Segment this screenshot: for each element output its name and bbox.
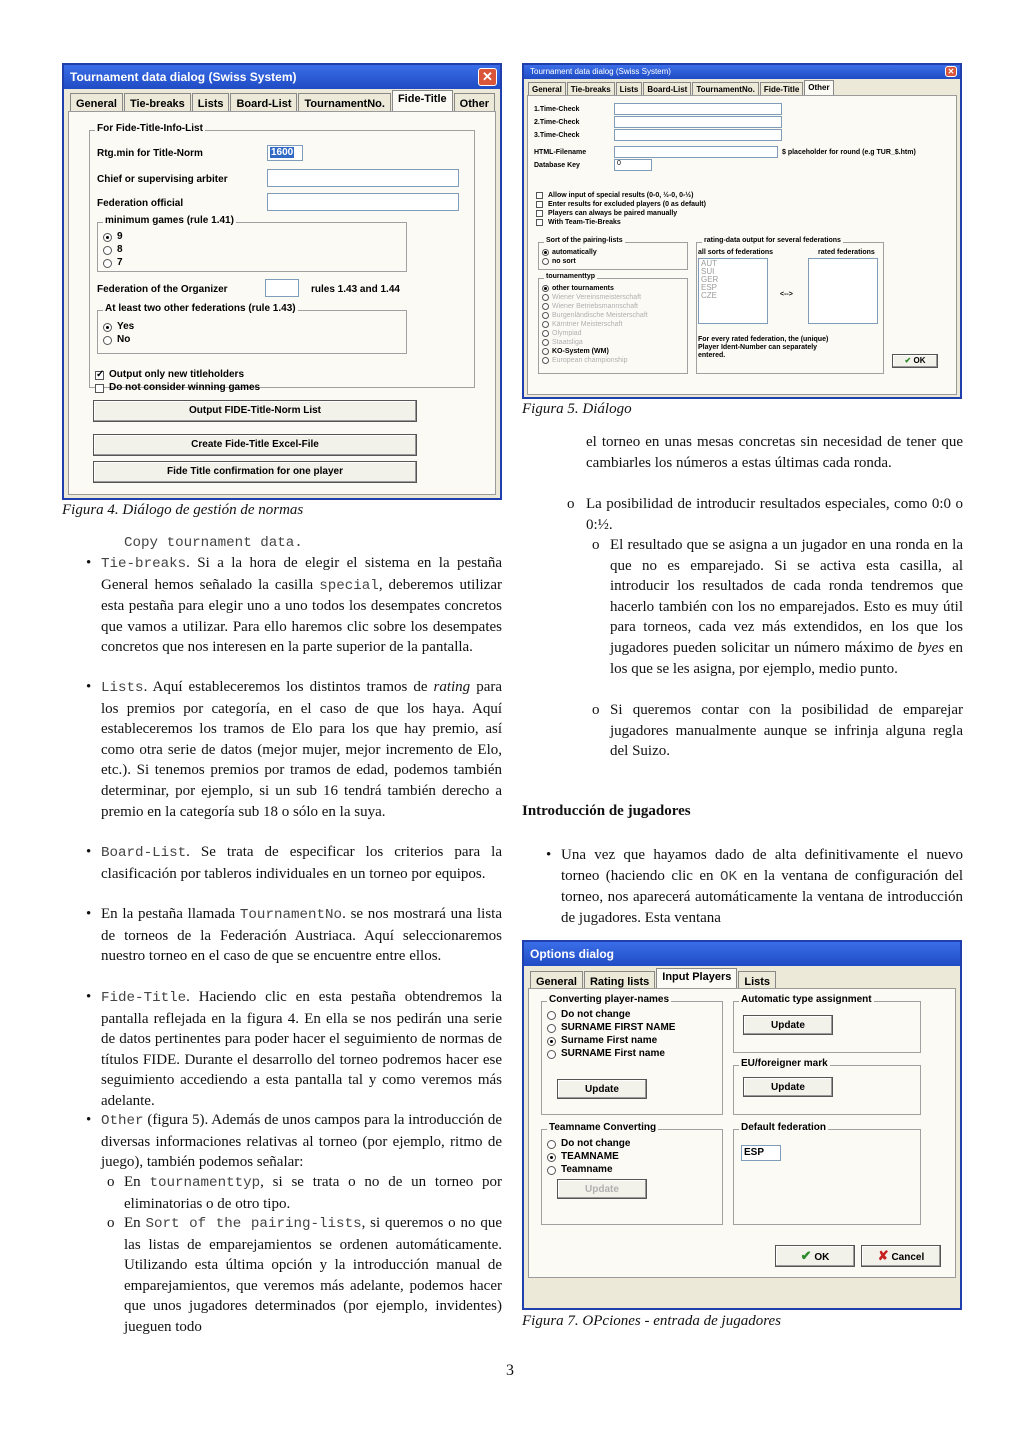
text: En (124, 1174, 150, 1190)
mono-fide-title: Fide-Title (101, 990, 187, 1006)
radio-ttype-8[interactable] (542, 357, 549, 364)
ttype-3-label: Burgenländische Meisterschaft (552, 312, 648, 319)
tab-tie-breaks[interactable]: Tie-breaks (567, 82, 615, 96)
sub-special-results: La posibilidad de introducir resultados especiales, como 0:0 o 0:½. (586, 496, 963, 533)
fig4-caption: Figura 4. Diálogo de gestión de normas (62, 502, 304, 518)
bullet-dot: • (546, 847, 552, 863)
text: . Se trata de especificar los criterios para la clasificación por tableros individuales en un torneo por equipos. (101, 844, 502, 882)
html-filename-input[interactable] (614, 146, 778, 158)
radio-ttype-4[interactable] (542, 321, 549, 328)
section-heading: Introducción de jugadores (522, 803, 691, 819)
radio-7[interactable] (103, 259, 112, 268)
ttype-1-label: Wiener Vereinsmeisterschaft (552, 294, 642, 301)
page-number: 3 (506, 1362, 514, 1379)
tab-general[interactable]: General (528, 82, 566, 96)
output-norm-list-button[interactable]: Output FIDE-Title-Norm List (93, 400, 417, 422)
team-2-label: Teamname (561, 1164, 613, 1175)
text: , si queremos o no que las listas de emparejamientos se ordenen automáticamente. Utilizando esta última opción y la introducción manual de emparejamientos, que veremos más adelante, podemos hacer que unos jugadores determinados (por ejemplo, invidentes) jueguen todo (124, 1215, 502, 1335)
tab-other[interactable]: Other (454, 93, 495, 113)
time-check-2-label: 2.Time-Check (534, 119, 580, 126)
ok-label: OK (913, 356, 926, 365)
chk-excluded-players[interactable] (536, 201, 543, 208)
bullet-dot: • (86, 1112, 92, 1128)
conv-1-label: SURNAME FIRST NAME (561, 1022, 676, 1033)
fig5-title: Tournament data dialog (Swiss System) (530, 67, 671, 76)
team-1-label: TEAMNAME (561, 1151, 619, 1162)
mono-tournamentno: TournamentNo (239, 907, 343, 923)
text: En (124, 1215, 146, 1231)
radio-no-sort-label: no sort (552, 258, 576, 265)
text: en la ventana de configuración del torneo, nos aparecerá automáticamente la ventana de introducción de jugadores. Esta ventana (561, 867, 963, 926)
fig7-panel (528, 988, 956, 1278)
tab-tournamentno[interactable]: TournamentNo. (692, 82, 759, 96)
text: . se nos mostrará una lista de torneos de la Federación Austriaca. Aquí seleccionaremos nuestro torneo en el caso de que se encuentre entre ellos. (101, 906, 502, 965)
mono-tournamenttyp: tournamenttyp (149, 1175, 261, 1191)
check-icon: ✔ (800, 1248, 812, 1263)
cancel-x-icon: ✘ (877, 1248, 889, 1263)
sub-sub-manual-pairing: Si queremos contar con la posibilidad de emparejar jugadores manualmente aunque se infrinja alguna regla del Suizo. (610, 702, 963, 760)
bullet-board-list (101, 842, 502, 884)
mono-special: special (319, 577, 379, 594)
mono-lists: Lists (101, 680, 144, 696)
mono-board-list: Board-List (101, 845, 187, 861)
radio-ttype-6[interactable] (542, 339, 549, 346)
tab-input-players[interactable]: Input Players (656, 968, 737, 991)
ttype-8-label: European championship (552, 357, 628, 364)
chk-team-tie-breaks-label: With Team-Tie-Breaks (548, 219, 621, 226)
radio-conv-1[interactable] (547, 1024, 556, 1033)
radio-ttype-1[interactable] (542, 294, 549, 301)
text: Una vez que hayamos dado de alta definitivamente el nuevo torneo (haciendo clic en (561, 847, 963, 884)
time-check-3-input[interactable] (614, 129, 782, 141)
radio-team-1[interactable] (547, 1153, 556, 1162)
bullet-lists (101, 677, 502, 822)
bullet-circle: o (592, 537, 600, 553)
em-byes: byes (917, 639, 945, 656)
tab-board-list[interactable]: Board-List (643, 82, 691, 96)
fig4-title: Tournament data dialog (Swiss System) (70, 70, 297, 84)
copy-tournament-data: Copy tournament data. (124, 535, 303, 551)
text: para los premios por categoría, en el caso de que los haya. Aquí estableceremos los tramos de Elo para los que hay premio, así como otra serie de datos (mejor mujer, mejor incremento de Elo, etc.). Si tenemos premios por tramos de edad, podemos también determinar, por ejemplo, si un sub 16 tendrá también derecho a premio en la categoría sub 18 o sólo en la suya. (101, 679, 503, 820)
create-excel-button[interactable]: Create Fide-Title Excel-File (93, 434, 417, 456)
team-0-label: Do not change (561, 1138, 631, 1149)
fig5-titlebar (524, 65, 960, 79)
mono-other: Other (101, 1113, 144, 1129)
text: . Aquí estableceremos los distintos tramos de (143, 679, 434, 695)
bullet-dot: • (86, 989, 92, 1005)
ttype-7-label: KO-System (WM) (552, 348, 609, 355)
fed-item[interactable]: ESP (701, 283, 718, 292)
radio-ttype-2[interactable] (542, 303, 549, 310)
default-fed-title: Default federation (741, 1122, 827, 1133)
chk-only-new[interactable] (95, 371, 104, 380)
text: , deberemos utilizar esta pestaña para elegir uno a uno todos los desempates concretos que vamos a utilizar. Para ello haremos clic sobre los desempates concretos que nos interesen en la parte superior de la pantalla. (101, 576, 502, 656)
chk-paired-manually-label: Players can always be paired manually (548, 210, 678, 217)
bullet-dot: • (86, 906, 92, 922)
update-eu-mark-button[interactable]: Update (743, 1077, 833, 1097)
text: (figura 5). Además de unos campos para la introducción de diversas informaciones relativas al torneo (por ejemplo, ritmo de juego), también podemos señalar: (101, 1112, 502, 1171)
bullet-tournamentno (101, 904, 502, 967)
sort-title: Sort of the pairing-lists (546, 237, 623, 244)
ttype-6-label: Staatsliga (552, 339, 583, 346)
radio-team-0[interactable] (547, 1140, 556, 1149)
sub-sort-pairing (124, 1213, 502, 1338)
min-games-title: minimum games (rule 1.41) (105, 215, 234, 226)
close-icon[interactable]: ✕ (478, 68, 497, 86)
tab-lists[interactable]: Lists (738, 971, 776, 991)
bullet-circle: o (567, 496, 575, 512)
chk-team-tie-breaks[interactable] (536, 219, 543, 226)
tab-fide-title[interactable]: Fide-Title (392, 90, 453, 113)
text: . Si a la hora de elegir el sistema en la pestaña General hemos señalado la casilla (101, 555, 502, 593)
tournamenttyp-title: tournamenttyp (546, 273, 595, 280)
bullet-circle: o (592, 702, 600, 718)
text: El resultado que se asigna a un jugador en una ronda en la que no es emparejado. Si se activa esta casilla, al introducir los resultados de cada ronda tendremos que hacerlo también con los no emparejados. Esto es muy útil para torneos, cada vez más extendidos, en los que los jugadores pueden solicitar un número máximo de (610, 537, 963, 656)
fed-official-label: Federation official (97, 198, 184, 209)
bullet-dot: • (86, 844, 92, 860)
radio-8[interactable] (103, 246, 112, 255)
bullet-dot: • (86, 679, 92, 695)
radio-yes-label: Yes (117, 321, 135, 332)
fig4-titlebar (64, 65, 500, 89)
converting-names-title: Converting player-names (549, 994, 670, 1005)
close-icon[interactable]: ✕ (945, 66, 957, 77)
all-fed-label: all sorts of federations (698, 249, 774, 256)
fed-item[interactable]: CZE (701, 291, 717, 300)
radio-9-label: 9 (117, 231, 123, 242)
radio-8-label: 8 (117, 244, 123, 255)
eu-mark-title: EU/foreigner mark (741, 1058, 828, 1069)
fed-official-input[interactable] (267, 193, 459, 211)
radio-ttype-0[interactable] (542, 285, 549, 292)
rating-output-title: rating-data output for several federations (704, 237, 841, 244)
fed-item[interactable]: AUT (701, 259, 717, 268)
fig5-panel (527, 95, 957, 395)
bullet-other (101, 1110, 502, 1173)
radio-automatically[interactable] (542, 249, 549, 256)
html-hint: $ placeholder for round (e.g TUR_$.htm) (782, 149, 916, 156)
ttype-0-label: other tournaments (552, 285, 614, 292)
transfer-arrow-button[interactable]: <--> (780, 291, 793, 298)
html-filename-label: HTML-Filename (534, 149, 587, 156)
chk-excluded-players-label: Enter results for excluded players (0 as default) (548, 201, 706, 208)
fig4-panel (68, 111, 496, 495)
radio-automatically-label: automatically (552, 249, 597, 256)
tab-lists[interactable]: Lists (192, 93, 230, 113)
radio-ttype-3[interactable] (542, 312, 549, 319)
fig7-title: Options dialog (530, 947, 614, 961)
radio-no-label: No (117, 334, 131, 345)
chk-only-new-label: Output only new titleholders (109, 369, 244, 380)
sub-sub-result-unpaired (610, 535, 963, 679)
min-games-group (97, 215, 407, 272)
text: En la pestaña llamada (101, 906, 240, 922)
fig5-dialog (522, 63, 962, 399)
radio-no[interactable] (103, 336, 112, 345)
ok-button[interactable] (892, 354, 938, 368)
fig7-caption: Figura 7. OPciones - entrada de jugadores (522, 1313, 781, 1329)
chk-not-consider-label: Do not consider winning games (109, 382, 261, 393)
conv-3-label: SURNAME First name (561, 1048, 665, 1059)
two-fed-group (97, 303, 407, 354)
time-check-2-input[interactable] (614, 116, 782, 128)
auto-type-title: Automatic type assignment (741, 994, 872, 1005)
time-check-1-input[interactable] (614, 103, 782, 115)
radio-7-label: 7 (117, 257, 123, 268)
tab-tournamentno[interactable]: TournamentNo. (298, 93, 390, 113)
radio-conv-3[interactable] (547, 1050, 556, 1059)
tab-fide-title[interactable]: Fide-Title (760, 82, 803, 96)
fig7-dialog (522, 940, 962, 1310)
default-fed-input[interactable]: ESP (741, 1145, 781, 1161)
cancel-button[interactable] (861, 1245, 941, 1267)
update-names-button[interactable]: Update (557, 1079, 647, 1099)
tab-lists[interactable]: Lists (616, 82, 643, 96)
fed-organizer-label: Federation of the Organizer (97, 284, 228, 295)
conv-2-label: Surname First name (561, 1035, 658, 1046)
chk-paired-manually[interactable] (536, 210, 543, 217)
tab-board-list[interactable]: Board-List (230, 93, 297, 113)
sub-tournamenttyp (124, 1172, 502, 1214)
ok-label: OK (814, 1252, 830, 1263)
bullet-dot: • (86, 555, 92, 571)
fed-organizer-input[interactable] (265, 279, 299, 297)
two-fed-title: At least two other federations (rule 1.43) (105, 303, 296, 314)
rtg-label: Rtg.min for Title-Norm (97, 148, 203, 159)
time-check-1-label: 1.Time-Check (534, 106, 580, 113)
radio-conv-2[interactable] (547, 1037, 556, 1046)
em-rating: rating (433, 679, 471, 695)
radio-ttype-5[interactable] (542, 330, 549, 337)
chk-special-results-label: Allow input of special results (0-0, ½-0, 0-½) (548, 192, 694, 199)
fig4-dialog (62, 63, 502, 500)
fig4-tabs (70, 93, 496, 113)
radio-ttype-7[interactable] (542, 348, 549, 355)
all-fed-list[interactable] (698, 258, 768, 324)
rated-fed-list[interactable] (808, 258, 878, 324)
db-key-label: Database Key (534, 162, 580, 169)
tab-general[interactable]: General (530, 971, 583, 991)
ttype-4-label: Kärntner Meisterschaft (552, 321, 623, 328)
text: . Haciendo clic en esta pestaña obtendremos la pantalla reflejada en la figura 4. En ella se nos pedirán una serie de datos pertinentes para poder hacer el seguimiento de normas de títulos FIDE. Durante el desarrollo del torneo podremos hacer ese seguimiento accediendo a esta pantalla tal y como veremos más adelante. (101, 989, 502, 1109)
group-title: For Fide-Title-Info-List (97, 123, 203, 134)
bullet-fide-title (101, 987, 502, 1112)
text: , si se trata o no de un torneo por eliminatorias o de otro tipo. (124, 1174, 502, 1212)
fed-item[interactable]: GER (701, 275, 719, 284)
fed-note: For every rated federation, the (unique) Player Ident-Number can separately entered. (698, 336, 829, 359)
ok-button[interactable] (775, 1245, 855, 1267)
chk-special-results[interactable] (536, 192, 543, 199)
text: en los que se les asigna, por ejemplo, medio punto. (610, 639, 963, 677)
cancel-label: Cancel (891, 1252, 925, 1263)
tab-rating-lists[interactable]: Rating lists (584, 971, 655, 991)
bullet-introduction (561, 845, 963, 928)
fed-item[interactable]: SUI (701, 267, 715, 276)
fig7-titlebar (524, 942, 960, 966)
bullet-tie-breaks (101, 553, 502, 658)
radio-yes[interactable] (103, 323, 112, 332)
rules-label: rules 1.43 and 1.44 (311, 284, 400, 295)
chk-not-consider[interactable] (95, 384, 104, 393)
update-teamname-button[interactable]: Update (557, 1179, 647, 1199)
chief-input[interactable] (267, 169, 459, 187)
radio-team-2[interactable] (547, 1166, 556, 1175)
radio-9[interactable] (103, 233, 112, 242)
default-fed-group (733, 1122, 921, 1225)
update-auto-type-button[interactable]: Update (743, 1015, 833, 1035)
confirm-player-button[interactable]: Fide Title confirmation for one player (93, 461, 417, 483)
sort-group (538, 237, 688, 270)
mono-sort-pairing: Sort of the pairing-lists (145, 1216, 362, 1232)
conv-0-label: Do not change (561, 1009, 631, 1020)
fig5-caption: Figura 5. Diálogo (522, 401, 632, 417)
rated-fed-label: rated federations (818, 249, 875, 256)
radio-no-sort[interactable] (542, 258, 549, 265)
teamname-title: Teamname Converting (549, 1122, 657, 1133)
right-continuation: el torneo en unas mesas concretas sin necesidad de tener que cambiarles los números a estas últimas cada ronda. (586, 434, 963, 471)
check-icon: ✔ (904, 356, 912, 365)
tab-other[interactable]: Other (804, 80, 833, 96)
radio-conv-0[interactable] (547, 1011, 556, 1020)
ttype-2-label: Wiener Betriebsmannschaft (552, 303, 638, 310)
rtg-input[interactable]: 1600 (267, 145, 303, 161)
mono-ok: OK (719, 868, 738, 885)
db-key-input[interactable]: 0 (614, 159, 652, 171)
bullet-circle: o (107, 1215, 115, 1231)
mono-tie-breaks: Tie-breaks (101, 556, 187, 572)
ttype-5-label: Olympiad (552, 330, 582, 337)
fig5-tabs (528, 82, 835, 96)
time-check-3-label: 3.Time-Check (534, 132, 580, 139)
tab-general[interactable]: General (70, 93, 123, 113)
tab-tie-breaks[interactable]: Tie-breaks (124, 93, 191, 113)
chief-label: Chief or supervising arbiter (97, 174, 228, 185)
bullet-circle: o (107, 1174, 115, 1190)
